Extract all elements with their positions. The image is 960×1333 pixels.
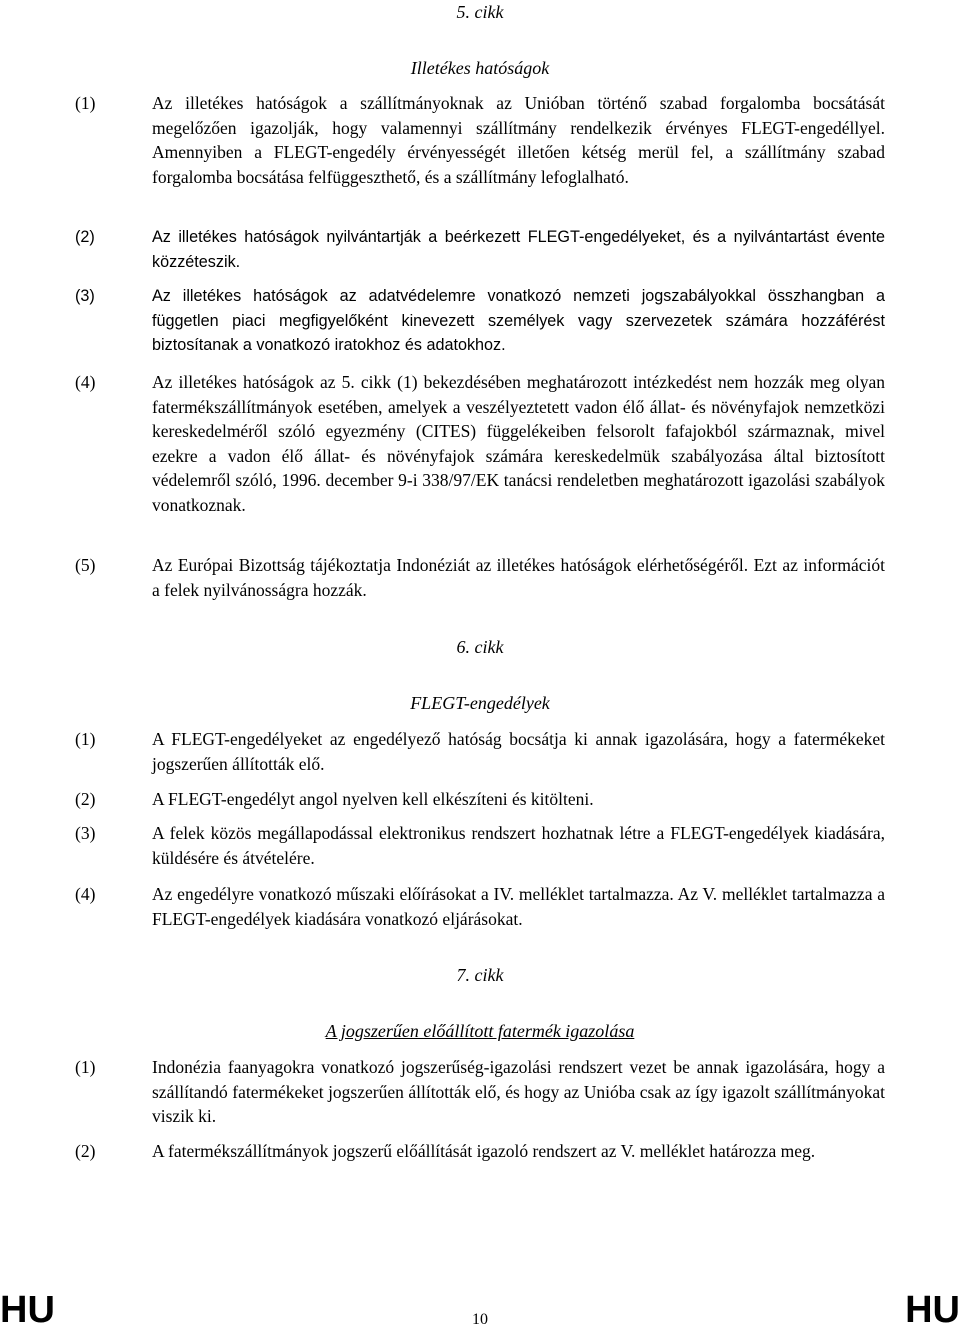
paragraph-number: (2)	[75, 1141, 96, 1161]
article-title: FLEGT-engedélyek	[410, 693, 550, 713]
paragraph-number: (1)	[75, 1057, 96, 1077]
paragraph-text: Az illetékes hatóságok az adatvédelemre vonatkozó nemzeti jogszabályokkal összhangban a független piaci megfigyelőként kinevezett személyek vagy szervezetek számára hozzáférést biztosítanak a vonatkozó iratokhoz és adatokhoz.	[152, 287, 885, 354]
paragraph-number: (4)	[75, 884, 96, 904]
article-title: Illetékes hatóságok	[410, 58, 550, 78]
paragraph-text: Az illetékes hatóságok a szállítmányoknak az Unióban történő szabad forgalomba bocsátását megelőzően igazolják, hogy valamennyi szállítmány rendelkezik érvényes FLEGT-engedéllyel. Amennyiben a FLEGT-engedély érvényességét illetően kétség merül fel, a szállítmány szabad forgalomba bocsátása felfüggeszthető, és a szállítmány lefoglalható.	[152, 93, 885, 187]
paragraph	[75, 1139, 885, 1164]
paragraph	[75, 370, 885, 517]
paragraph	[75, 284, 885, 358]
paragraph-text: Az illetékes hatóságok nyilvántartják a beérkezett FLEGT-engedélyeket, és a nyilvántartást évente közzéteszik.	[152, 228, 885, 271]
paragraph	[75, 1055, 885, 1129]
article-number: 6. cikk	[456, 637, 504, 657]
paragraph-text: A felek közös megállapodással elektronikus rendszert hozhatnak létre a FLEGT-engedélyek kiadására, küldésére és átvételére.	[152, 823, 885, 868]
paragraph	[75, 553, 885, 602]
paragraph-number: (1)	[75, 729, 96, 749]
paragraph-text: A FLEGT-engedélyeket az engedélyező hatóság bocsátja ki annak igazolására, hogy a fatermékeket jogszerűen állították elő.	[152, 729, 885, 774]
paragraph-text: A fatermékszállítmányok jogszerű előállítását igazoló rendszert az V. melléklet határozza meg.	[152, 1141, 816, 1161]
paragraph-number: (3)	[75, 287, 95, 305]
paragraph	[75, 91, 885, 189]
article-number: 7. cikk	[456, 965, 504, 985]
paragraph	[75, 882, 885, 931]
paragraph-text: Indonézia faanyagokra vonatkozó jogszerűség-igazolási rendszert vezet be annak igazolására, hogy a szállítandó fatermékeket jogszerűen állították elő, és hogy az Unióba csak az így igazolt szállítmányokat viszik ki.	[152, 1057, 885, 1126]
paragraph	[75, 727, 885, 776]
footer-page-number: 10	[472, 1311, 488, 1328]
paragraph	[75, 225, 885, 274]
paragraph-number: (3)	[75, 823, 96, 843]
article-title	[0, 1019, 960, 1044]
paragraph	[75, 821, 885, 870]
article-title-text: A jogszerűen előállított fatermék igazolása	[325, 1021, 635, 1041]
paragraph-text: Az Európai Bizottság tájékoztatja Indonéziát az illetékes hatóságok elérhetőségéről. Ezt az információt a felek nyilvánosságra hozzák.	[152, 555, 885, 600]
article-number: 5. cikk	[456, 2, 504, 22]
paragraph-number: (1)	[75, 93, 96, 113]
paragraph-number: (2)	[75, 228, 95, 246]
paragraph-text: Az illetékes hatóságok az 5. cikk (1) bekezdésében meghatározott intézkedést nem hozzák meg olyan fatermékszállítmányok esetében, amelyek a veszélyeztetett vadon élő állat- és növényfajok nemzetközi kereskedelméről szóló egyezmény (CITES) függelékeiben felsorolt fafajokból származnak, mivel ezekre a vadon élő állat- és növényfajok számára kereskedelmük szabályozása által biztosított védelemről szóló, 1996. december 9-i 338/97/EK tanácsi rendeletben meghatározott igazolási szabályok vonatkoznak.	[152, 372, 885, 515]
paragraph	[75, 787, 885, 812]
paragraph-number: (5)	[75, 555, 96, 575]
footer-language-left: HU	[0, 1289, 55, 1331]
paragraph-text: Az engedélyre vonatkozó műszaki előírásokat a IV. melléklet tartalmazza. Az V. melléklet tartalmazza a FLEGT-engedélyek kiadására vonatkozó eljárásokat.	[152, 884, 885, 929]
footer-language-right: HU	[905, 1289, 960, 1331]
paragraph-number: (2)	[75, 789, 96, 809]
paragraph-number: (4)	[75, 372, 96, 392]
paragraph-text: A FLEGT-engedélyt angol nyelven kell elkészíteni és kitölteni.	[152, 789, 594, 809]
